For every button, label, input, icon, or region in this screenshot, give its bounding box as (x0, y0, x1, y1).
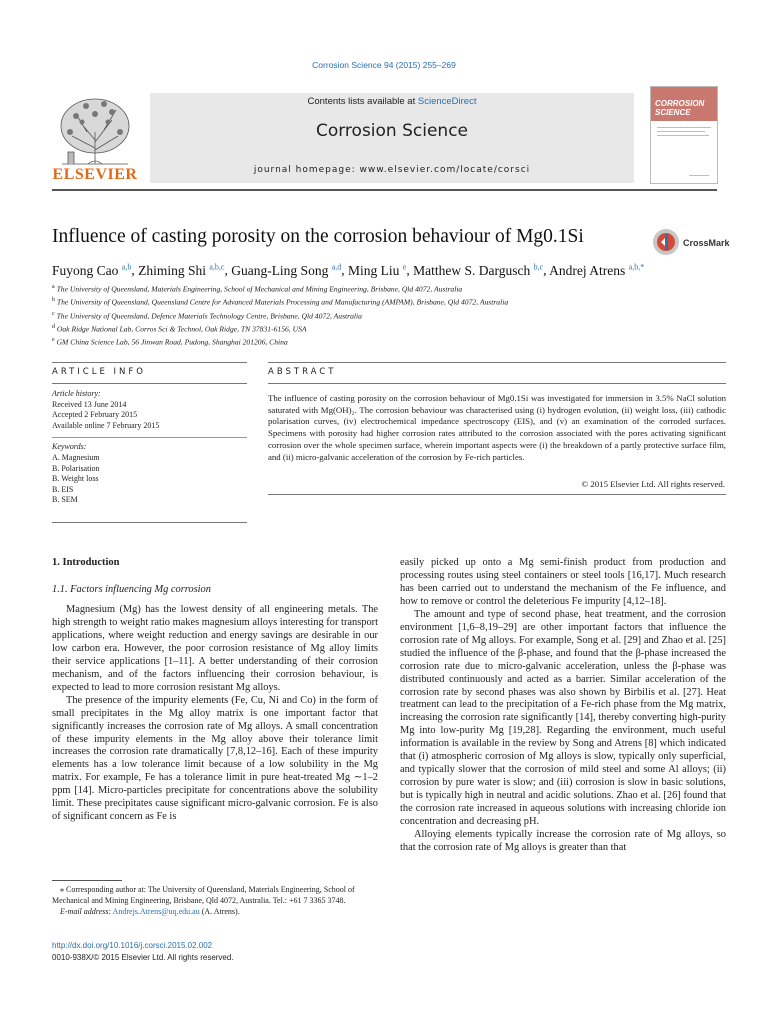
article-info (52, 389, 247, 506)
author[interactable] (549, 263, 644, 278)
author-affiliation-marker[interactable]: a,d (331, 262, 342, 271)
author-name: Zhiming Shi (138, 262, 206, 278)
header-rule (52, 189, 717, 191)
article-info-rule (52, 362, 247, 363)
crossmark-label[interactable]: CrossMark (683, 238, 730, 248)
footnote-rule (52, 880, 122, 881)
cover-line (689, 175, 709, 176)
contents-prefix: Contents lists available at (307, 96, 418, 107)
author[interactable] (231, 263, 341, 278)
author[interactable] (52, 263, 131, 278)
author-affiliation-marker[interactable]: a,b (121, 262, 132, 271)
abstract-heading: ABSTRACT (268, 367, 337, 377)
keyword: B. Polarisation (52, 463, 100, 473)
issn-copyright: 0010-938X/© 2015 Elsevier Ltd. All rights reserved. (52, 953, 234, 962)
cover-line (657, 135, 709, 136)
doi-link[interactable]: http://dx.doi.org/10.1016/j.corsci.2015.02.002 (52, 941, 213, 950)
abstract-rule (268, 362, 726, 363)
affiliation (52, 309, 508, 322)
journal-reference[interactable]: Corrosion Science 94 (2015) 255–269 (312, 60, 456, 70)
corresponding-author-text: ⁎ Corresponding author at: The University of Queensland, Materials Engineering, School of Mechanical and Mining Engineering, Brisbane, Qld 4072, Australia. Tel.: +61 7 3365 3748. (52, 885, 355, 905)
keyword: B. SEM (52, 495, 78, 505)
abstract-rule (268, 383, 726, 384)
section-heading: 1. Introduction (52, 557, 120, 568)
abstract-bottom-rule (268, 494, 726, 495)
abstract-text: The influence of casting porosity on the corrosion behaviour of Mg0.1Si was investigated for immersion in 3.5% NaCl solution saturated with Mg(OH)₂. The corrosion behaviour was characterised using (i) hydrogen evolution, (ii) weight loss, (iii) cathodic polarisation curves, (iv) electrochemical impedance spectroscopy (EIS), and (v) an examination of the corroded surfaces. Specimens with porosity had higher corrosion rates attributed to the corrosion associated with the pores activating significant corrosion over the whole specimen surface, wherein important aspects were (i) the breakdown of a partly protective surface film, and (ii) micro-galvanic acceleration of the corrosion by Fe-rich particles. (268, 393, 726, 462)
author-name: Ming Liu (348, 262, 400, 278)
body-column-right (400, 557, 726, 855)
article-info-rule (52, 383, 247, 384)
subsection-heading: 1.1. Factors influencing Mg corrosion (52, 584, 211, 595)
affiliation-text: The University of Queensland, Queensland Centre for Advanced Materials Processing and Manufacturing (AMPAM), Brisbane, Qld 4072, Australia (56, 297, 509, 307)
affiliation (52, 282, 508, 295)
cover-line (657, 131, 705, 132)
affiliation-key: c (52, 310, 55, 317)
body-paragraph: easily picked up onto a Mg semi-finish product from production and processing routes using steel containers or steel tools [16,17]. Much research has been carried out to understand the mechanism of the Fe influence, and how to remove or control the deleterious Fe impurity [4,12–18]. (400, 557, 726, 607)
author[interactable] (413, 263, 543, 278)
keyword: B. EIS (52, 484, 74, 494)
cover-line (657, 127, 711, 128)
accepted-date: Accepted 2 February 2015 (52, 410, 138, 420)
body-paragraph: The amount and type of second phase, heat treatment, and the corrosion environment [1,6–8,19–29] are other important factors that influence the corrosion rate of Mg alloys. For example, Song et al. [29] and Zhao et al. [25] studied the influence of the β-phase, and found that the β-phase increased the corrosion rate due to micro-galvanic acceleration, unless the β-phase was distributed continuously and acted as a barrier. Similar acceleration of the corrosion rate by second phases was also shown by Birbilis et al. [27]. Heat treatment can lead to the precipitation of a Fe-rich phase from the Mg matrix, increasing the corrosion rate significantly [14], thereby converting high-purity Mg into low-purity Mg [19,28]. Regarding the environment, much useful information is available in the review by Song and Atrens [8] which indicated that (i) atmospheric corrosion of Mg alloys is slow, typically only superficial, and typically slower that the corrosion of mild steel and some Al alloys; (ii) corrosion by pure water is slow; and (iii) corrosion is slow in basic solutions, but is typically high in neutral and acidic solutions. Zhao et al. [26] found that the corrosion rate increased in aqueous solutions with increasing chloride ion concentration and decreasing pH. (400, 608, 726, 828)
email-label: E-mail address: (60, 907, 112, 916)
affiliation-key: d (52, 323, 55, 330)
body-paragraph: Magnesium (Mg) has the lowest density of all engineering metals. The high strength to weight ratio makes magnesium alloys interesting for transport applications, where weight reduction and energy savings are desirable in our low carbon era. However, the poor corrosion resistance of Mg alloy limits their service applications [1–11]. A better understanding of their corrosion mechanism, and of the factors influencing their corrosion behaviour, is expected to lead to more corrosion resistant Mg alloys. (52, 604, 378, 693)
article-info-bottom-rule (52, 522, 247, 523)
abstract-copyright: © 2015 Elsevier Ltd. All rights reserved. (581, 479, 725, 489)
journal-homepage[interactable]: journal homepage: www.elsevier.com/locate/corsci (253, 165, 531, 175)
article-info-heading: ARTICLE INFO (52, 367, 146, 377)
journal-cover-thumbnail[interactable] (650, 86, 718, 184)
author[interactable] (348, 263, 406, 278)
corresponding-author-footnote (52, 884, 378, 917)
elsevier-wordmark[interactable]: ELSEVIER (52, 166, 138, 183)
author-affiliation-marker[interactable]: a,b,c (209, 262, 225, 271)
sciencedirect-link[interactable]: ScienceDirect (417, 96, 477, 107)
email-line (52, 906, 378, 917)
author-list: Fuyong Cao $^{a,b}$, Zhiming Shi $^{a,b,c}$, Guang-Ling Song $^{a,d}$, Ming Liu $^e$, Matthew S. Dargusch $^{b,c}$, Andrej Atrens $^{a,b,*}$ (52, 262, 645, 278)
body-paragraph: Alloying elements typically increase the corrosion rate of Mg alloys, so that the corrosion rate of Mg alloys is greater than that (400, 829, 726, 853)
body-paragraph: The presence of the impurity elements (Fe, Cu, Ni and Co) in the form of small precipitates in the Mg alloy matrix is one important factor that significantly increases the corrosion rate of Mg alloys. A small concentration of these impurity elements in the Mg alloy above their tolerance limit increases the corrosion rate dramatically [7,8,12–16]. Each of these impurity elements has a low tolerance limit because of a low solubility in the Mg matrix. For example, Fe has a tolerance limit in pure heat-treated Mg ∼1–2 ppm [14]. Micro-particles precipitate for concentrations above the solubility limit. These precipitates cause significant micro-galvanic corrosion. Fe is also of significant concern as Fe is (52, 694, 378, 823)
keyword: B. Weight loss (52, 474, 99, 484)
contents-available-line (150, 96, 634, 107)
author-name: Andrej Atrens (549, 262, 626, 278)
author-name: Guang-Ling Song (231, 262, 329, 278)
affiliation (52, 335, 508, 348)
affiliation-key: e (52, 337, 55, 344)
body-column-left (52, 604, 378, 824)
affiliation (52, 322, 508, 335)
author-affiliation-marker[interactable]: b,c (533, 262, 544, 271)
author-name: Fuyong Cao (52, 262, 119, 278)
affiliation-key: a (52, 284, 55, 290)
journal-title: Corrosion Science (315, 121, 469, 141)
history-label: Article history: (52, 389, 101, 398)
affiliation-text: The University of Queensland, Materials Engineering, School of Mechanical and Mining Engineering, Brisbane, Qld 4072, Australia (56, 284, 463, 294)
crossmark-icon[interactable] (652, 228, 680, 256)
author-affiliation-marker[interactable]: e (402, 262, 407, 271)
affiliation-text: The University of Queensland, Defence Materials Technology Centre, Brisbane, Qld 4072, Australia (56, 311, 362, 321)
online-date: Available online 7 February 2015 (52, 420, 160, 430)
email-link[interactable]: Andrejs.Atrens@uq.edu.au (112, 907, 200, 916)
affiliation-text: Oak Ridge National Lab, Corros Sci & Technol, Oak Ridge, TN 37831-6156, USA (56, 324, 307, 334)
author-name: Matthew S. Dargusch (413, 262, 531, 278)
author[interactable] (138, 263, 224, 278)
affiliation-text: GM China Science Lab, 56 Jinwan Road, Pudong, Shanghai 201206, China (56, 337, 288, 347)
received-date: Received 13 June 2014 (52, 399, 127, 409)
article-title: Influence of casting porosity on the corrosion behaviour of Mg0.1Si (52, 226, 584, 247)
affiliation (52, 295, 508, 308)
author-affiliation-marker[interactable]: a,b,* (628, 262, 645, 271)
cover-title: CORROSION SCIENCE (655, 99, 705, 117)
keywords-divider (52, 437, 247, 438)
email-suffix: (A. Atrens). (199, 907, 240, 916)
affiliation-key: b (52, 297, 55, 304)
keywords-label: Keywords: (52, 442, 87, 452)
affiliation-list (52, 282, 508, 349)
keyword: A. Magnesium (52, 452, 100, 462)
